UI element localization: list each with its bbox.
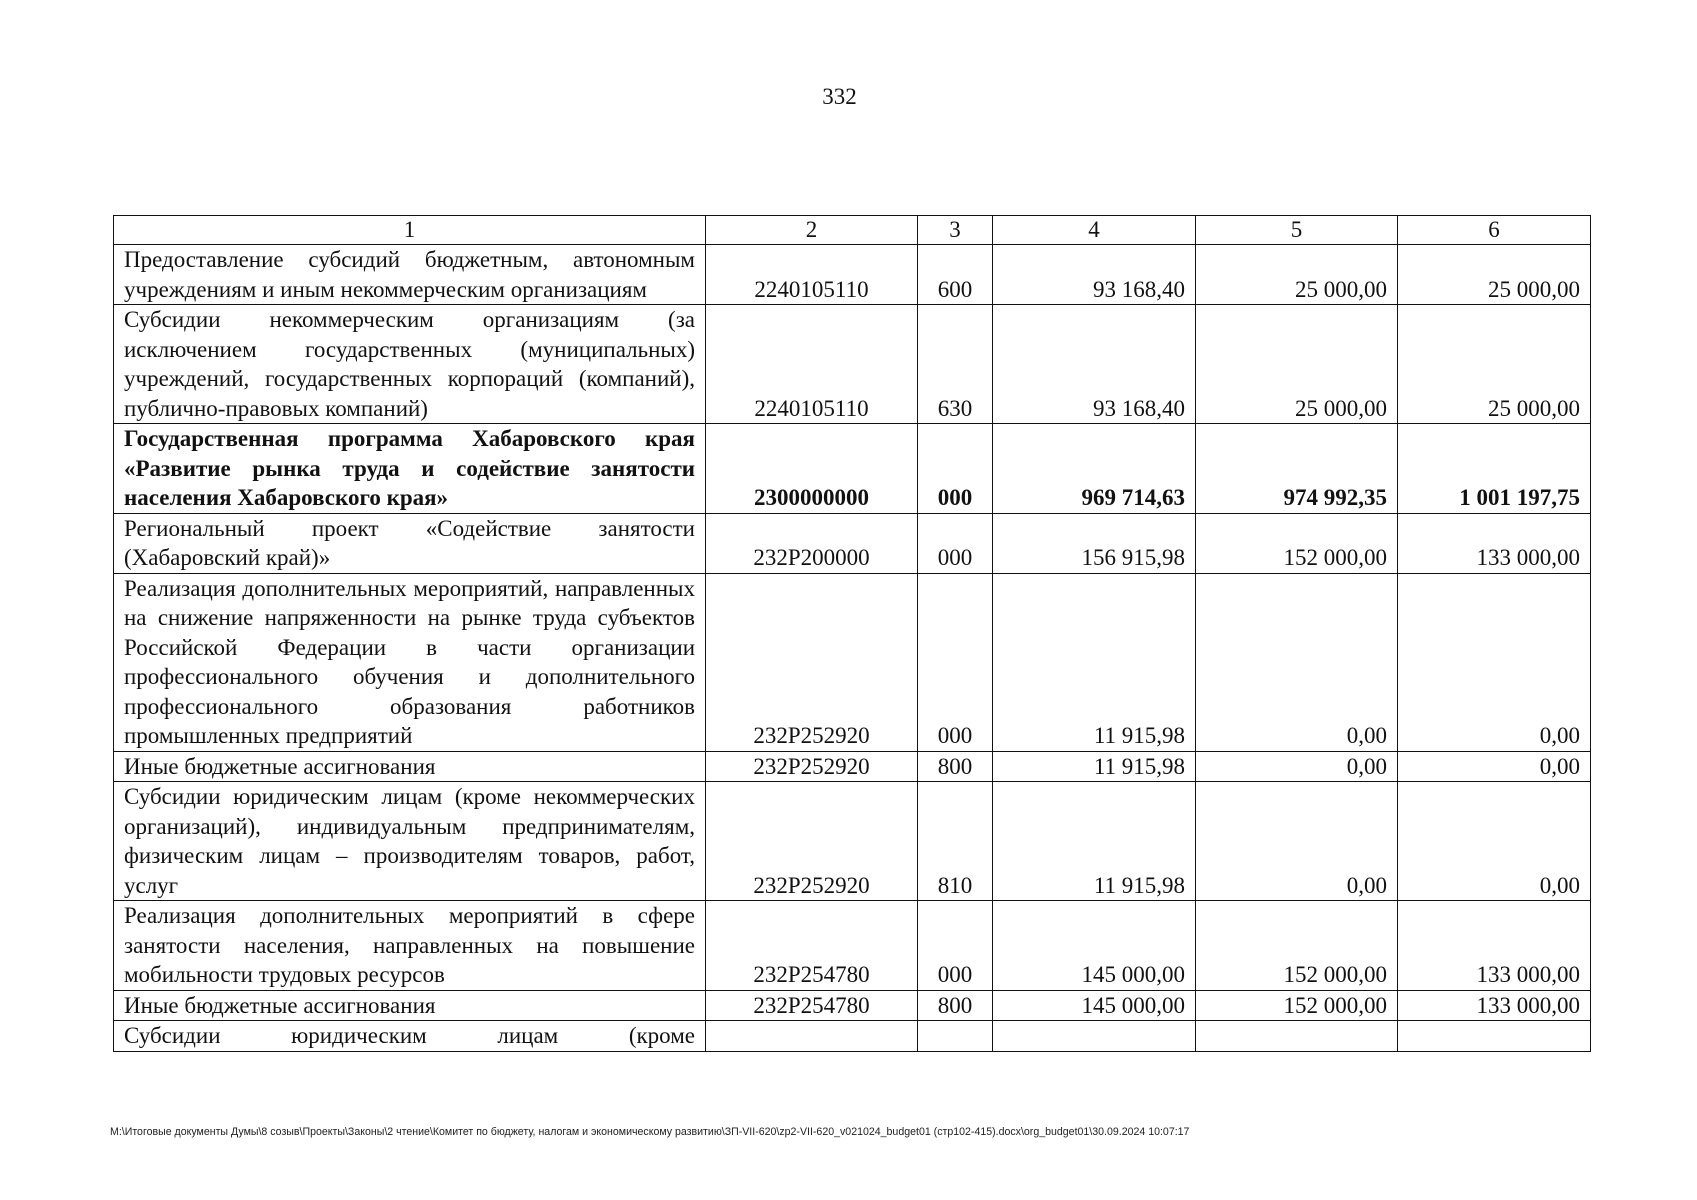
page-number-text: 332 [822, 84, 857, 109]
table-row-program [114, 424, 1591, 514]
row-kind: 800 [918, 751, 993, 782]
row-name: Региональный проект «Содействие занятости (Хабаровский край)» [114, 513, 706, 573]
row-code: 232P252920 [706, 782, 918, 901]
column-header: 2 [706, 216, 918, 245]
row-value-1 [993, 1021, 1196, 1052]
column-header: 6 [1398, 216, 1591, 245]
row-value-3: 0,00 [1398, 751, 1591, 782]
row-name: Предоставление субсидий бюджетным, автономным учреждениям и иным некоммерческим организациям [114, 245, 706, 305]
column-header: 3 [918, 216, 993, 245]
row-value-3: 0,00 [1398, 782, 1591, 901]
row-value-1: 969 714,63 [993, 424, 1196, 514]
row-kind: 600 [918, 245, 993, 305]
table-row [114, 573, 1591, 751]
row-code: 2240105110 [706, 245, 918, 305]
row-value-1: 93 168,40 [993, 245, 1196, 305]
column-header: 4 [993, 216, 1196, 245]
row-value-3: 25 000,00 [1398, 305, 1591, 424]
row-name: Субсидии юридическим лицам (кроме некоммерческих организаций), индивидуальным предпринимателям, физическим лицам – производителям товаров, работ, услуг [114, 782, 706, 901]
row-value-3: 133 000,00 [1398, 513, 1591, 573]
table-row [114, 305, 1591, 424]
row-code: 232P252920 [706, 751, 918, 782]
row-value-2: 0,00 [1196, 782, 1398, 901]
row-kind: 630 [918, 305, 993, 424]
row-kind [918, 1021, 993, 1052]
row-value-2: 152 000,00 [1196, 901, 1398, 991]
budget-table [113, 215, 1591, 1052]
row-value-3: 133 000,00 [1398, 901, 1591, 991]
row-name: Субсидии юридическим лицам (кроме [114, 1021, 706, 1052]
row-value-2: 25 000,00 [1196, 245, 1398, 305]
row-kind: 810 [918, 782, 993, 901]
row-name: Реализация дополнительных мероприятий, направленных на снижение напряженности на рынке труда субъектов Российской Федерации в части организации профессионального обучения и дополнительного профессионального образования работников промышленных предприятий [114, 573, 706, 751]
row-value-1: 11 915,98 [993, 751, 1196, 782]
row-kind: 000 [918, 513, 993, 573]
table-row [114, 245, 1591, 305]
row-value-3: 0,00 [1398, 573, 1591, 751]
row-value-3: 25 000,00 [1398, 245, 1591, 305]
row-code: 232P254780 [706, 901, 918, 991]
page-number [0, 84, 1697, 110]
row-name: Реализация дополнительных мероприятий в сфере занятости населения, направленных на повышение мобильности трудовых ресурсов [114, 901, 706, 991]
table-row [114, 513, 1591, 573]
row-kind: 000 [918, 901, 993, 991]
row-code: 2240105110 [706, 305, 918, 424]
row-kind: 800 [918, 990, 993, 1021]
row-value-2: 0,00 [1196, 751, 1398, 782]
table-row [114, 782, 1591, 901]
row-value-1: 156 915,98 [993, 513, 1196, 573]
row-name: Государственная программа Хабаровского края «Развитие рынка труда и содействие занятости населения Хабаровского края» [114, 424, 706, 514]
row-code: 232P252920 [706, 573, 918, 751]
column-header: 5 [1196, 216, 1398, 245]
table-row [114, 990, 1591, 1021]
row-value-1: 11 915,98 [993, 782, 1196, 901]
row-name: Иные бюджетные ассигнования [114, 990, 706, 1021]
row-code: 232P200000 [706, 513, 918, 573]
row-value-3: 1 001 197,75 [1398, 424, 1591, 514]
row-value-2: 25 000,00 [1196, 305, 1398, 424]
table-header-row [114, 216, 1591, 245]
row-code [706, 1021, 918, 1052]
row-value-2: 974 992,35 [1196, 424, 1398, 514]
row-value-3 [1398, 1021, 1591, 1052]
row-value-2: 152 000,00 [1196, 990, 1398, 1021]
table-row-partial [114, 1021, 1591, 1052]
row-name: Субсидии некоммерческим организациям (за исключением государственных (муниципальных) учреждений, государственных корпораций (компаний), публично-правовых компаний) [114, 305, 706, 424]
row-value-2 [1196, 1021, 1398, 1052]
document-path-footer: M:\Итоговые документы Думы\8 созыв\Проекты\Законы\2 чтение\Комитет по бюджету, налогам и экономическому развитию\ЗП-VII-620\zp2-VII-620_v021024_budget01 (стр102-415).docx\org_budget01\30.09.2024 10:07:17 [110, 1126, 1190, 1138]
row-value-1: 145 000,00 [993, 990, 1196, 1021]
row-code: 2300000000 [706, 424, 918, 514]
row-code: 232P254780 [706, 990, 918, 1021]
row-name: Иные бюджетные ассигнования [114, 751, 706, 782]
row-value-2: 0,00 [1196, 573, 1398, 751]
row-kind: 000 [918, 424, 993, 514]
row-value-1: 145 000,00 [993, 901, 1196, 991]
column-header: 1 [114, 216, 706, 245]
table-row [114, 901, 1591, 991]
row-value-2: 152 000,00 [1196, 513, 1398, 573]
row-value-1: 93 168,40 [993, 305, 1196, 424]
row-kind: 000 [918, 573, 993, 751]
table-row [114, 751, 1591, 782]
row-value-1: 11 915,98 [993, 573, 1196, 751]
row-value-3: 133 000,00 [1398, 990, 1591, 1021]
